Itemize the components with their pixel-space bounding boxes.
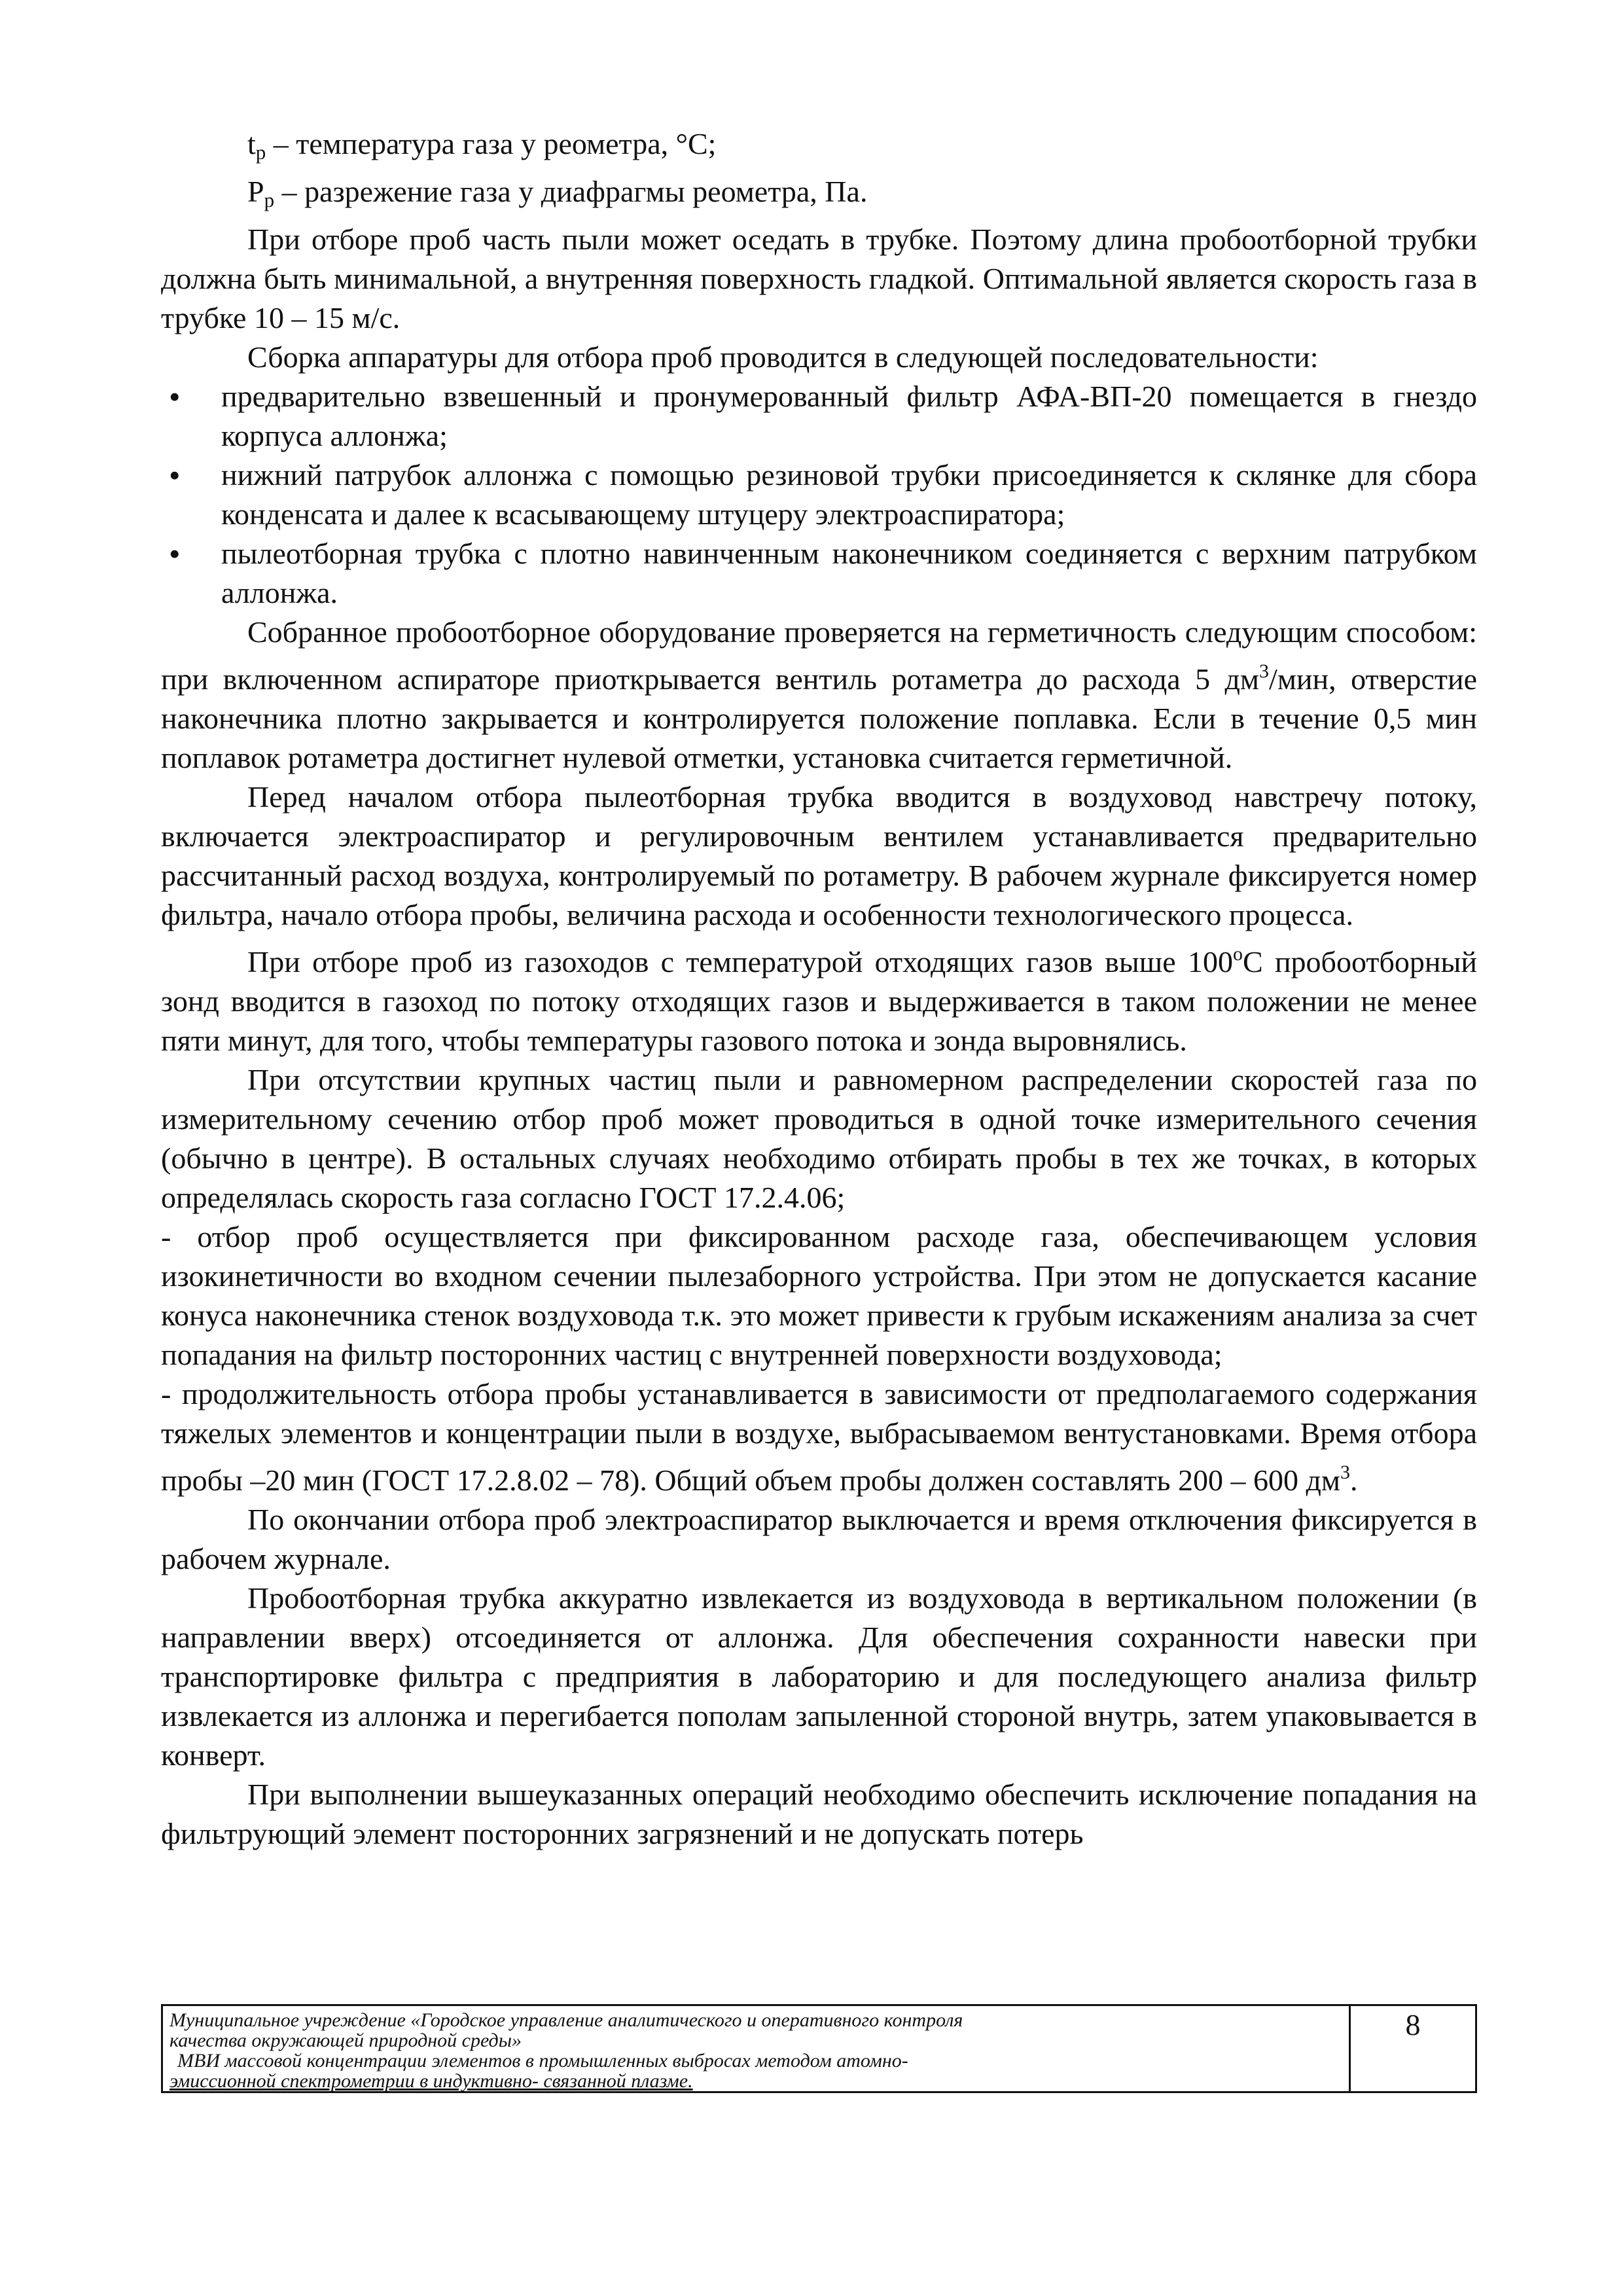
paragraph-text: /мин, отверстие наконечника плотно закрывается и контролируется положение поплавка. Если в течение 0,5 мин поплавок ротаметра достигнет нулевой отметки, установка считается герметичной.	[161, 662, 1477, 774]
footer-box	[161, 2004, 1477, 2093]
tr-symbol: t	[247, 127, 256, 160]
paragraph: При отборе проб часть пыли может оседать в трубке. Поэтому длина пробоотборной трубки должна быть минимальной, а внутренняя поверхность гладкой. Оптимальной является скорость газа в трубке 10 – 15 м/с.	[161, 223, 1477, 334]
superscript: 3	[1340, 1462, 1351, 1483]
paragraph-text: .	[1350, 1463, 1358, 1497]
bullet-list	[161, 377, 1477, 613]
pr-subscript: р	[264, 188, 275, 211]
tr-subscript: р	[255, 141, 266, 164]
paragraph-text: - продолжительность отбора пробы устанавливается в зависимости от предполагаемого содержания тяжелых элементов и концентрации пыли в воздухе, выбрасываемом вентустановками. Время отбора пробы –20 мин (ГОСТ 17.2.8.02 – 78). Общий объем пробы должен составлять 200 – 600 дм	[161, 1377, 1477, 1497]
footer-organization: Муниципальное учреждение «Городское управление аналитического и оперативного контроля	[169, 2009, 963, 2031]
footer-organization-cont: качества окружающей природной среды»	[169, 2030, 522, 2051]
footer-method: МВИ массовой концентрации элементов в промышленных выбросах методом атомно-	[177, 2050, 908, 2072]
paragraph: Перед началом отбора пылеотборная трубка вводится в воздуховод навстречу потоку, включается электроаспиратор и регулировочным вентилем устанавливается предварительно рассчитанный расход воздуха, контролируемый по ротаметру. В рабочем журнале фиксируется номер фильтра, начало отбора пробы, величина расхода и особенности технологического процесса.	[161, 780, 1477, 931]
body-text	[161, 124, 1477, 1854]
page-number: 8	[1405, 2008, 1421, 2041]
superscript: о	[1232, 943, 1243, 965]
paragraph-text: При отборе проб из газоходов с температурой отходящих газов выше 100	[247, 945, 1233, 978]
paragraph-text: Собранное пробоотборное оборудование проверяется на герметичность следующим способом: при включенном аспираторе приоткрывается вентиль ротаметра до расхода 5 дм	[161, 615, 1477, 696]
list-item: • предварительно взвешенный и пронумерованный фильтр АФА-ВП-20 помещается в гнездо корпуса аллонжа;	[161, 377, 1477, 456]
paragraph: Пробоотборная трубка аккуратно извлекается из воздуховода в вертикальном положении (в направлении вверх) отсоединяется от аллонжа. Для обеспечения сохранности навески при транспортировке фильтра с предприятия в лабораторию и для последующего анализа фильтр извлекается из аллонжа и перегибается пополам запыленной стороной внутрь, затем упаковывается в конверт.	[161, 1581, 1477, 1772]
footer-method-cont: эмиссионной спектрометрии в индуктивно- связанной плазме.	[169, 2070, 693, 2092]
paragraph	[161, 1374, 1477, 1500]
paragraph: Сборка аппаратуры для отбора проб проводится в следующей последовательности:	[247, 340, 1319, 374]
paragraph-text: С пробоотборный зонд вводится в газоход по потоку отходящих газов и выдерживается в таком положении не менее пяти минут, для того, чтобы температуры газового потока и зонда выровнялись.	[161, 945, 1478, 1057]
footer-info	[163, 2006, 1351, 2091]
pr-symbol: Р	[247, 175, 264, 208]
definition-pr	[161, 172, 1477, 220]
paragraph	[161, 935, 1477, 1060]
list-item: • нижний патрубок аллонжа с помощью резиновой трубки присоединяется к склянке для сбора конденсата и далее к всасывающему штуцеру электроаспиратора;	[161, 456, 1477, 534]
paragraph: При выполнении вышеуказанных операций необходимо обеспечить исключение попадания на фильтрующий элемент посторонних загрязнений и не допускать потерь	[161, 1778, 1477, 1850]
paragraph	[161, 613, 1477, 778]
superscript: 3	[1259, 660, 1270, 682]
list-item: • пылеотборная трубка с плотно навинченным наконечником соединяется с верхним патрубком аллонжа.	[161, 534, 1477, 613]
paragraph: При отсутствии крупных частиц пыли и равномерном распределении скоростей газа по измерительному сечению отбор проб может проводиться в одной точке измерительного сечения (обычно в центре). В остальных случаях необходимо отбирать пробы в тех же точках, в которых определялась скорость газа согласно ГОСТ 17.2.4.06;	[161, 1063, 1477, 1214]
paragraph: По окончании отбора проб электроаспиратор выключается и время отключения фиксируется в рабочем журнале.	[161, 1503, 1477, 1575]
paragraph: - отбор проб осуществляется при фиксированном расходе газа, обеспечивающем условия изокинетичности во входном сечении пылезаборного устройства. При этом не допускается касание конуса наконечника стенок воздуховода т.к. это может привести к грубым искажениям анализа за счет попадания на фильтр посторонних частиц с внутренней поверхности воздуховода;	[161, 1220, 1477, 1371]
tr-text: – температура газа у реометра, °С;	[266, 127, 717, 160]
pr-text: – разрежение газа у диафрагмы реометра, Па.	[274, 175, 868, 208]
definition-tr	[161, 124, 1477, 172]
